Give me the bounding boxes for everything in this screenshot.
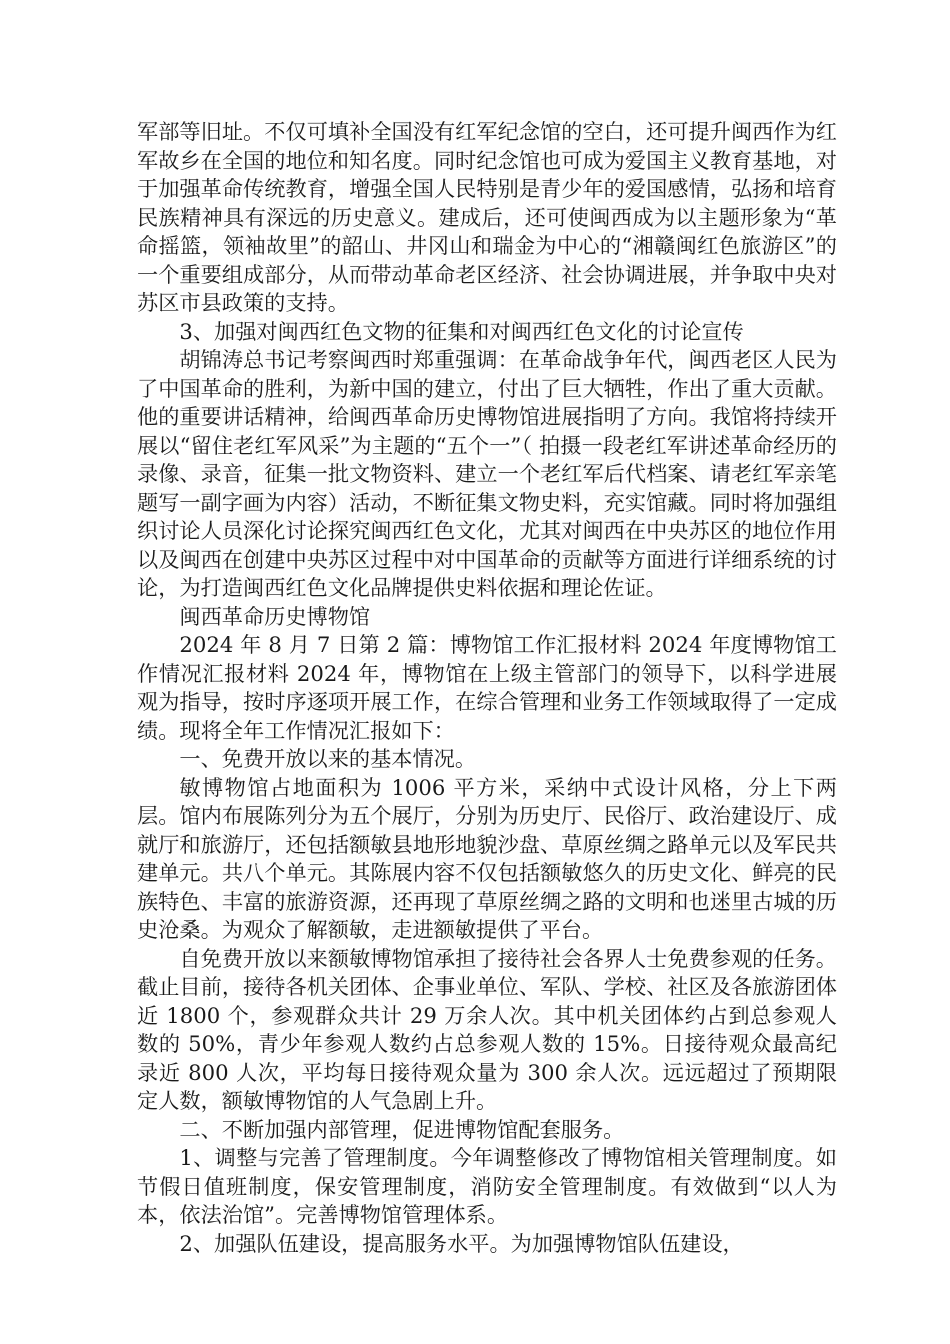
paragraph-visitor-statistics: 自免费开放以来额敏博物馆承担了接待社会各界人士免费参观的任务。截止目前，接待各机关团体、企事业单位、军队、学校、社区及各旅游团体近 1800 个，参观群众共计 29 万余人次。其中机关团体约占到总参观人数的 50%，青少年参观人数约占总参观人数的 15%。日接待观众最高纪录近 800 人次，平均每日接待观众量为 300 余人次。远远超过了预期限定人数，额敏博物馆的人气急剧上升。 <box>137 945 837 1113</box>
section-heading-collection: 3、加强对闽西红色文物的征集和对闽西红色文化的讨论宣传 <box>179 318 744 344</box>
signature-museum-name: 闽西革命历史博物馆 <box>179 603 371 629</box>
paragraph-hu-jintao-visit: 胡锦涛总书记考察闽西时郑重强调：在革命战争年代，闽西老区人民为了中国革命的胜利，为新中国的建立，付出了巨大牺牲，作出了重大贡献。他的重要讲话精神，给闽西革命历史博物馆进展指明了方向。我馆将持续开展以“留住老红军风采”为主题的“五个一”（ 拍摄一段老红军讲述革命经历的录像、录音，征集一批文物资料、建立一个老红军后代档案、请老红军亲笔题写一副字画为内容）活动，不断征集文物史料，充实馆藏。同时将加强组织讨论人员深化讨论探究闽西红色文化，尤其对闽西在中央苏区的地位作用以及闽西在创建中央苏区过程中对中国革命的贡献等方面进行详细系统的讨论，为打造闽西红色文化品牌提供史料依据和理论佐证。 <box>137 347 837 600</box>
document-body <box>137 118 837 1258</box>
paragraph-team-building: 2、加强队伍建设，提高服务水平。为加强博物馆队伍建设， <box>179 1230 744 1256</box>
paragraph-museum-overview: 敏博物馆占地面积为 1006 平方米，采纳中式设计风格，分上下两层。馆内布展陈列分为五个展厅，分别为历史厅、民俗厅、政治建设厅、成就厅和旅游厅，还包括额敏县地形地貌沙盘、草原丝绸之路单元以及军民共建单元。共八个单元。其陈展内容不仅包括额敏悠久的历史文化、鲜亮的民族特色、丰富的旅游资源，还再现了草原丝绸之路的文明和也迷里古城的历史沧桑。为观众了解额敏，走进额敏提供了平台。 <box>137 774 837 942</box>
section-heading-free-opening: 一、免费开放以来的基本情况。 <box>179 746 477 771</box>
section-heading-internal-management: 二、不断加强内部管理，促进博物馆配套服务。 <box>179 1116 625 1142</box>
paragraph-management-system: 1、调整与完善了管理制度。今年调整修改了博物馆相关管理制度。如节假日值班制度，保安管理制度，消防安全管理制度。有效做到“以人为本，依法治馆”。完善博物馆管理体系。 <box>137 1145 837 1227</box>
paragraph-report-intro: 2024 年 8 月 7 日第 2 篇：博物馆工作汇报材料 2024 年度博物馆工作情况汇报材料 2024 年，博物馆在上级主管部门的领导下，以科学进展观为指导，按时序逐项开展工作，在综合管理和业务工作领域取得了一定成绩。现将全年工作情况汇报如下： <box>137 632 837 743</box>
paragraph-memorial-significance: 军部等旧址。不仅可填补全国没有红军纪念馆的空白，还可提升闽西作为红军故乡在全国的地位和知名度。同时纪念馆也可成为爱国主义教育基地，对于加强革命传统教育，增强全国人民特别是青少年的爱国感情，弘扬和培育民族精神具有深远的历史意义。建成后，还可使闽西成为以主题形象为“革命摇篮，领袖故里”的韶山、井冈山和瑞金为中心的“湘赣闽红色旅游区”的一个重要组成部分，从而带动革命老区经济、社会协调进展，并争取中央对苏区市县政策的支持。 <box>137 119 837 315</box>
